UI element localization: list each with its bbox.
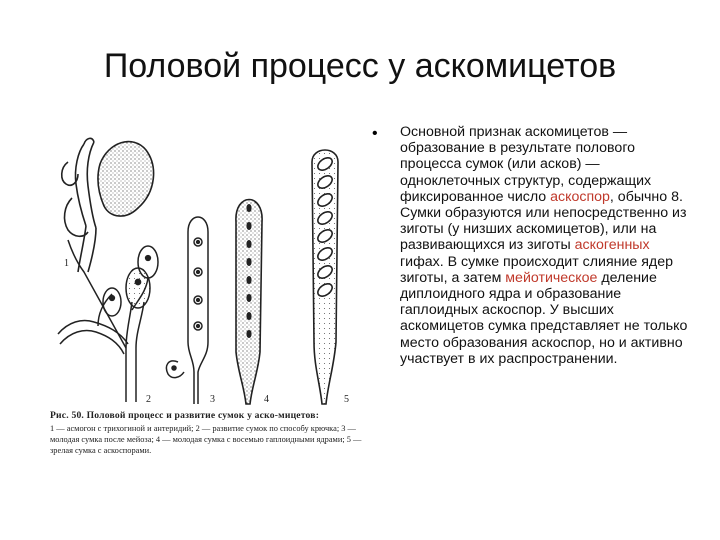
term-meiotic: мейотическое [505,269,598,286]
ascus-eight-nuclei-drawing [236,200,262,405]
figure-number-2: 2 [146,394,151,405]
figure-number-5: 5 [344,394,349,405]
term-ascogenous: аскогенных [574,237,650,254]
mature-ascus-drawing [312,150,338,404]
bullet-segment: , обычно 8. Сумки образуются или непосредственно из зиготы (у низших аскомицетов), или на развивающихся из зиготы [400,188,687,254]
bullet-text [400,124,690,367]
bullet-segment: Основной признак аскомицетов — образование в результате полового процесса сумок (или асков) — одноклеточных структур, содержащих фиксированное число [400,124,652,205]
figure-caption [50,410,378,456]
crozier-drawing [58,240,158,402]
bullet-segment: деление диплоидного ядра и образование гаплоидных аскоспор. У высших аскомицетов сумка представляет не только место образования аскоспор, но и активно участвует в их распространении. [400,269,688,367]
young-ascus-meiosis-drawing [166,217,208,404]
figure-number-4: 4 [264,394,269,405]
bullet-segment: гифах. В сумке происходит слияние ядер зиготы, а затем [400,253,673,286]
bullet-marker: • [372,125,378,142]
figure-caption-body: 1 — асмогон с трихогиной и антеридий; 2 — развитие сумок по способу крючка; 3 — молодая сумка после мейоза; 4 — молодая сумка с восемью гаплоидными ядрами; 5 — зрелая сумка с аскоспорами. [50,424,362,455]
figure-caption-title: Рис. 50. Половой процесс и развитие сумок у аско-мицетов: [50,410,320,421]
figure-number-1: 1 [64,258,69,269]
ascus-illustration [38,122,378,412]
ascus-development-figure [38,122,378,492]
slide-title: Половой процесс у аскомицетов [103,47,617,85]
term-ascospores: аскоспор [550,188,610,205]
figure-number-3: 3 [210,394,215,405]
